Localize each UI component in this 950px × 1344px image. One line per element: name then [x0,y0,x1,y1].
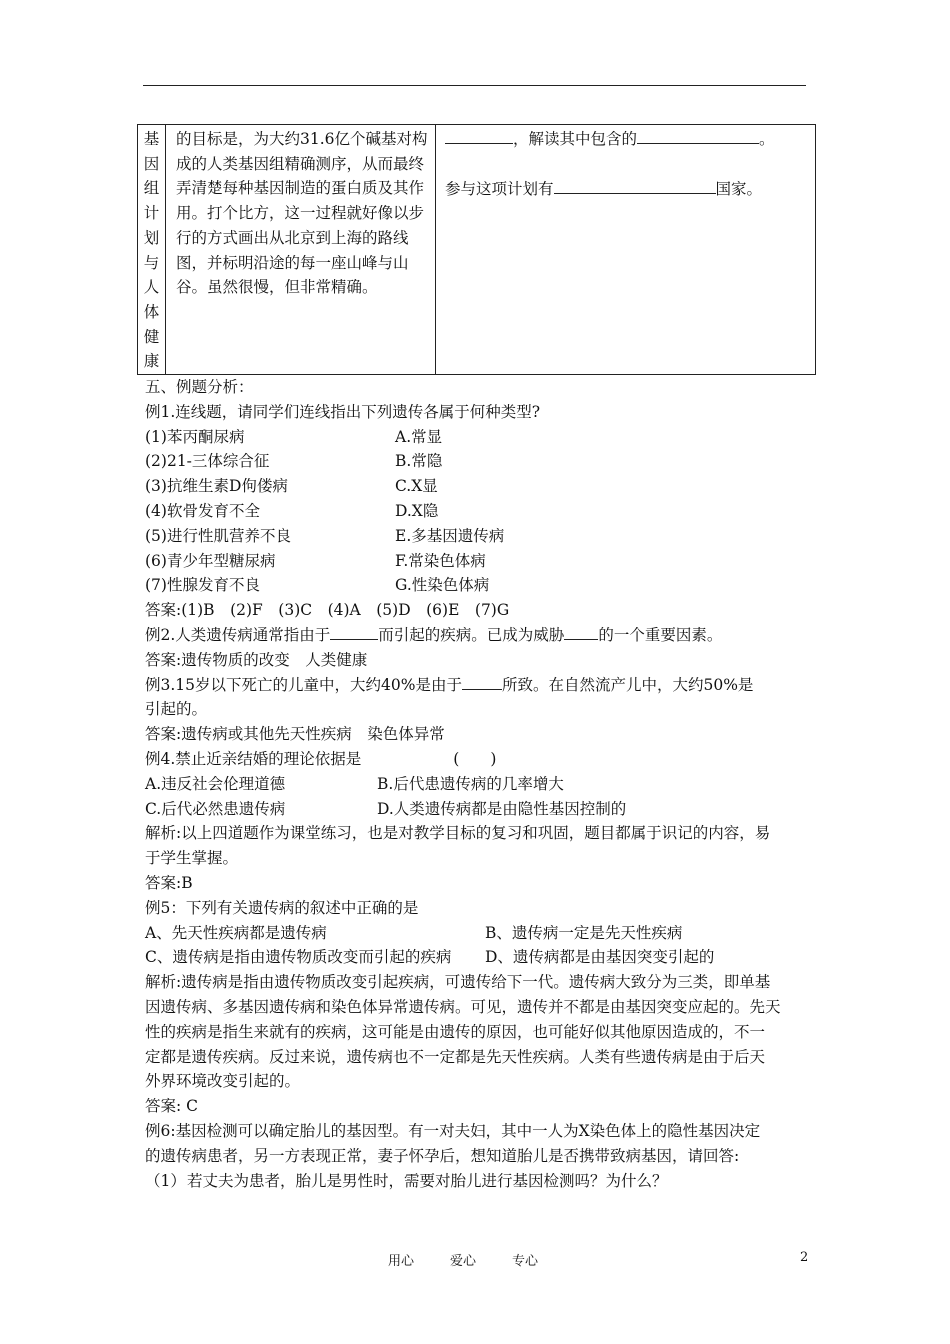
ex1-disease: (7)性腺发育不良 [145,576,260,595]
topic-char: 与 [143,253,160,272]
ex4-analysis: 解析:以上四道题作为课堂练习，也是对教学目标的复习和巩固，题目都属于识记的内容，易 [145,824,771,843]
fill-line-1: ，解读其中包含的 。 [445,127,809,152]
blank-underline [564,624,598,640]
table-fill-cell [436,125,816,375]
topic-char: 体 [143,302,160,321]
ex1-disease: (3)抗维生素D佝偻病 [145,477,288,496]
blank-underline [462,674,502,690]
ex1-pair-row [145,499,812,524]
ex1-pair-row [145,425,812,450]
ex1-pair-row [145,474,812,499]
ex4-options-cd: C.后代必然患遗传病 D.人类遗传病都是由隐性基因控制的 [145,799,627,818]
ex4-answer: 答案:B [145,873,193,892]
topic-char: 组 [143,179,160,198]
ex1-question: 例1.连线题，请同学们连线指出下列遗传各属于何种类型? [145,402,541,421]
table-topic-cell [138,125,166,375]
ex5-analysis-line: 解析:遗传病是指由遗传物质改变引起疾病，可遗传给下一代。遗传病大致分为三类，即单基 [145,973,771,992]
ex4-analysis-cont: 于学生掌握。 [145,849,239,868]
genome-project-table [137,124,816,375]
ex5-options-cd: C、遗传病是指由遗传物质改变而引起的疾病 D、遗传病都是由基因突变引起的 [145,948,715,967]
ex1-type: B.常隐 [395,452,443,471]
ex6-question-line: 例6:基因检测可以确定胎儿的基因型。有一对夫妇，其中一人为X染色体上的隐性基因决定 [145,1121,761,1140]
topic-char: 因 [143,154,160,173]
ex6-question-line: 的遗传病患者，另一方表现正常，妻子怀孕后，想知道胎儿是否携带致病基因，请回答: [145,1146,740,1165]
blank-underline [637,128,759,144]
ex5-analysis-line: 性的疾病是指生来就有的疾病，这可能是由遗传的原因，也可能好似其他原因造成的，不一 [145,1022,766,1041]
topic-char: 划 [143,228,160,247]
ex1-type: A.常显 [395,427,443,446]
ex1-pair-row [145,573,812,598]
ex1-disease: (2)21-三体综合征 [145,452,270,471]
ex1-type: F.常染色体病 [395,551,486,570]
ex1-disease: (5)进行性肌营养不良 [145,526,291,545]
ex4-options-ab: A.违反社会伦理道德 B.后代患遗传病的几率增大 [145,774,564,793]
ex2-answer: 答案:遗传物质的改变 人类健康 [145,650,368,669]
ex5-analysis-line: 定都是遗传疾病。反过来说，遗传病也不一定都是先天性疾病。人类有些遗传病是由于后天 [145,1047,766,1066]
blank-underline [330,624,378,640]
topic-char: 人 [143,278,160,297]
ex3-question: 例3.15岁以下死亡的儿童中，大约40%是由于 所致。在自然流产儿中，大约50%是 [145,675,754,694]
ex5-question: 例5：下列有关遗传病的叙述中正确的是 [145,898,419,917]
ex2-question: 例2.人类遗传病通常指由于 而引起的疾病。已成为威胁 的一个重要因素。 [145,625,723,644]
table-description-cell: 的目标是，为大约31.6亿个碱基对构成的人类基因组精确测序，从而最终弄清楚每种基因制造的蛋白质及其作用。打个比方，这一过程就好像以步行的方式画出从北京到上海的路线图，并标明沿途的每一座山峰与山谷。虽然很慢，但非常精确。 [166,125,436,375]
ex5-analysis-line: 因遗传病、多基因遗传病和染色体异常遗传病。可见，遗传并不都是由基因突变应起的。先天 [145,997,781,1016]
ex1-disease: (1)苯丙酮尿病 [145,427,245,446]
ex1-pair-row [145,449,812,474]
fill-line-2: 参与这项计划有 国家。 [445,179,763,198]
ex6-subquestion-1: （1）若丈夫为患者，胎儿是男性时，需要对胎儿进行基因检测吗？为什么？ [145,1171,668,1190]
section-title: 五、例题分析： [145,378,254,396]
ex4-question: 例4.禁止近亲结婚的理论依据是 ( ) [145,749,497,768]
topic-char: 基 [143,130,160,148]
ex1-answer: 答案:(1)B (2)F (3)C (4)A (5)D (6)E (7)G [145,601,510,620]
ex1-pair-row [145,524,812,549]
topic-char: 计 [143,204,160,223]
blank-underline [554,178,716,194]
ex1-disease: (4)软骨发育不全 [145,501,260,520]
ex1-type: E.多基因遗传病 [395,526,505,545]
blank-underline [445,128,513,144]
ex5-answer: 答案: C [145,1097,199,1116]
ex5-analysis-line: 外界环境改变引起的。 [145,1072,301,1091]
exercise-section [145,375,812,1193]
ex1-pairs [145,425,812,599]
ex1-type: C.X显 [395,477,438,496]
header-rule [143,85,806,86]
ex3-answer: 答案:遗传病或其他先天性疾病 染色体异常 [145,725,445,744]
topic-char: 康 [143,352,160,371]
page-number: 2 [800,1250,809,1265]
ex5-options-ab: A、先天性疾病都是遗传病 B、遗传病一定是先天性疾病 [145,923,683,942]
ex1-type: G.性染色体病 [395,576,490,595]
ex1-type: D.X隐 [395,501,439,520]
footer-motto: 用心 爱心 专心 [388,1254,539,1269]
ex1-disease: (6)青少年型糖尿病 [145,551,276,570]
ex1-pair-row [145,549,812,574]
topic-char: 健 [143,327,160,346]
ex3-question-cont: 引起的。 [145,700,208,719]
